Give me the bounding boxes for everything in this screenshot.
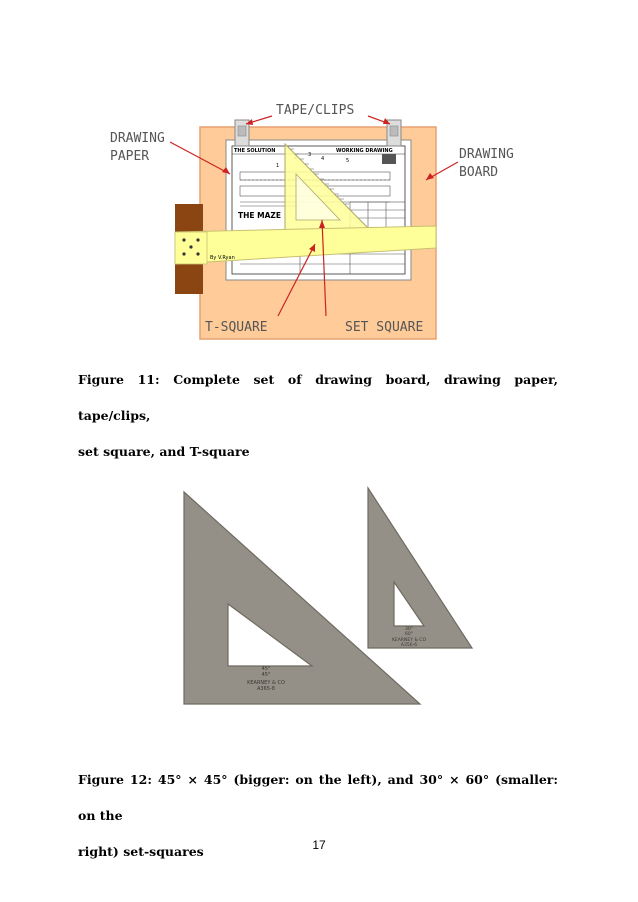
svg-text:45°: 45° [261,672,271,678]
figure-11-drawing-board-diagram [100,94,514,344]
label-drawing-board-1: DRAWING [459,147,514,162]
label-drawing-paper-1: DRAWING [110,131,165,146]
paper-number-1: 1 [276,163,280,169]
figure-11-caption-line2: set square, and T-square [78,444,250,459]
svg-text:60°: 60° [405,632,413,637]
label-set-square: SET SQUARE [345,320,424,335]
figure-12-caption-line2: right) set-squares [78,844,204,859]
label-drawing-paper-2: PAPER [110,149,150,164]
svg-text:KEARNEY & CO: KEARNEY & CO [247,680,285,686]
svg-text:30°: 30° [405,627,413,632]
credit-text: By V.Ryan [210,255,235,261]
label-drawing-board-2: BOARD [459,165,499,180]
svg-text:A365-8: A365-8 [257,686,275,692]
paper-number-5: 5 [346,158,350,164]
svg-text:45°: 45° [261,666,271,672]
paper-title-right: WORKING DRAWING [336,148,393,154]
figure-11-caption-line1: Figure 11: Complete set of drawing board, drawing paper, tape/clips, [78,372,558,423]
label-t-square: T-SQUARE [205,320,268,335]
svg-text:A356-6: A356-6 [400,643,418,648]
paper-title-left: THE SOLUTION [234,148,276,154]
paper-maze-text: THE MAZE [238,211,281,220]
figure-12-set-squares-photo [176,484,476,710]
svg-text:KEARNEY & CO: KEARNEY & CO [391,638,427,643]
set-square-30-60 [368,488,472,648]
paper-number-4: 4 [321,156,325,162]
page-number: 17 [312,838,326,852]
paper-number-3: 3 [308,152,312,158]
paper-logo [382,154,396,164]
figure-12-caption [78,762,558,870]
figure-11-caption [78,362,558,470]
label-tape-clips: TAPE/CLIPS [276,103,355,118]
figure-12-caption-line1: Figure 12: 45° × 45° (bigger: on the left), and 30° × 60° (smaller: on the [78,772,558,823]
